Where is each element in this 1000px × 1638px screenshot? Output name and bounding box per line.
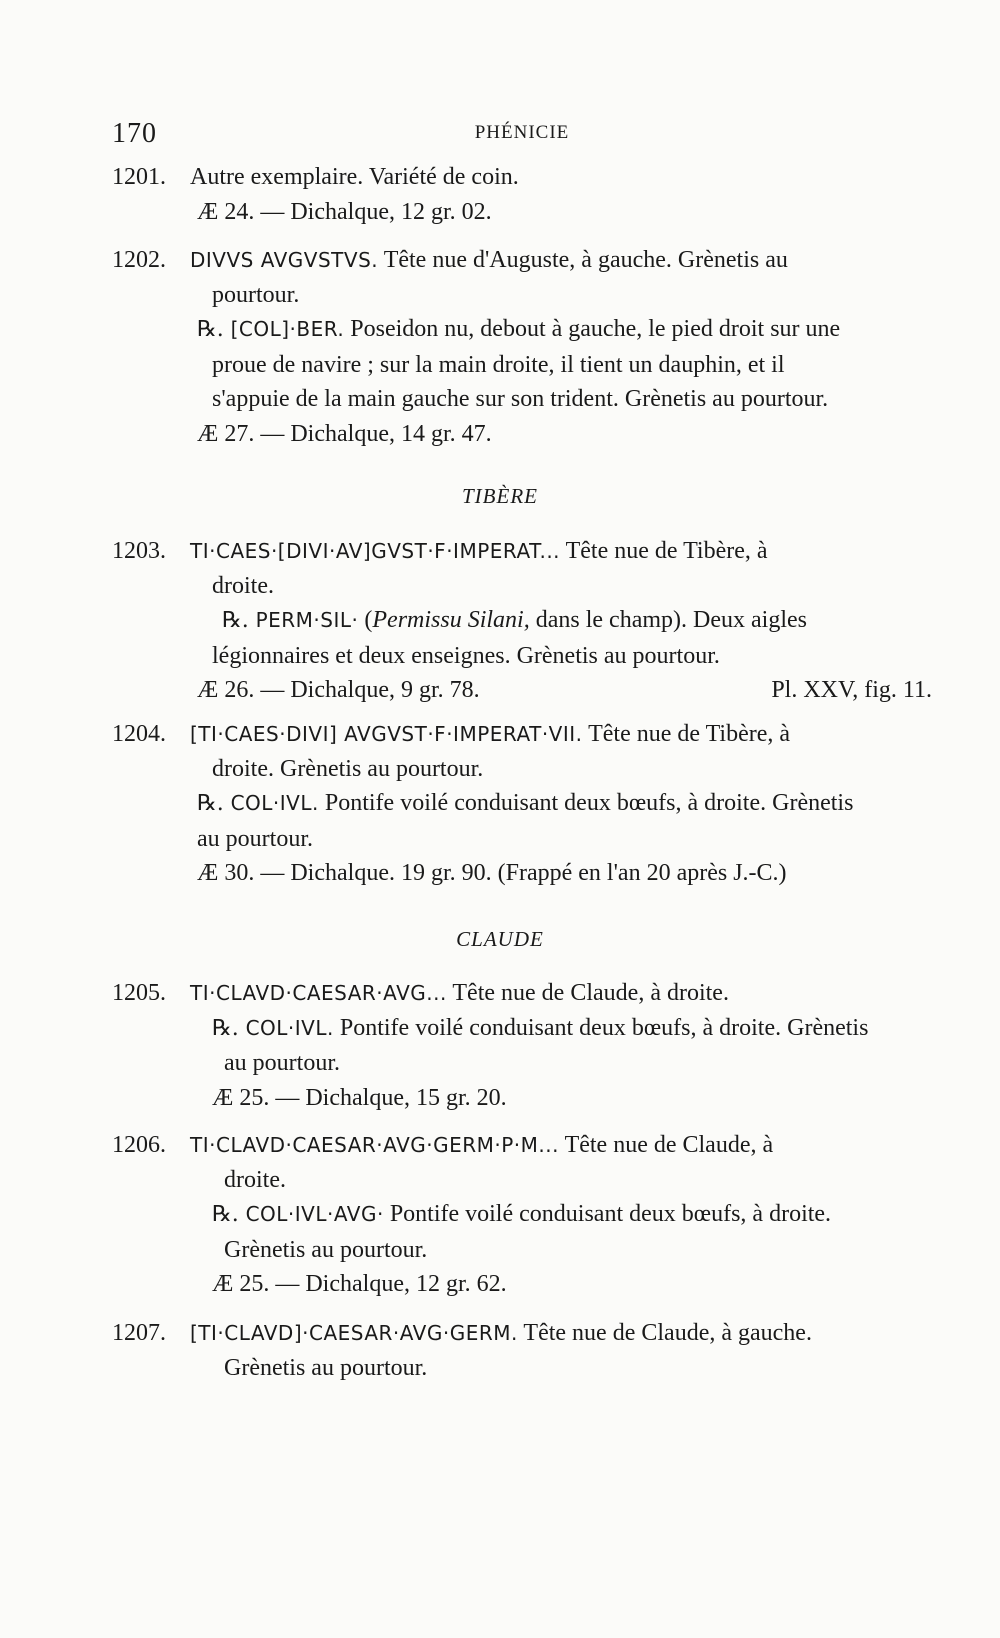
page-number: 170 — [112, 118, 157, 149]
obverse-legend: TI·CLAVD·CAESAR·AVG... — [190, 981, 447, 1005]
obverse-description: Tête nue d'Auguste, à gauche. Grènetis au — [378, 247, 788, 273]
obverse-description: Tête nue de Tibère, à — [560, 538, 768, 564]
entry-text: droite. — [224, 1166, 286, 1193]
running-head: PHÉNICIE — [474, 122, 570, 143]
entry-metrology: Æ 25. — Dichalque, 15 gr. 20. — [212, 1084, 507, 1111]
reverse-legend: COL·IVL. — [223, 791, 319, 815]
entry-text: proue de navire ; sur la main droite, il tient un dauphin, et il — [212, 351, 785, 378]
reverse-description: Pontife voilé conduisant deux bœufs, à droite. — [383, 1201, 832, 1227]
reverse-description: Poseidon nu, debout à gauche, le pied droit sur une — [344, 316, 841, 342]
entry-text: légionnaires et deux enseignes. Grènetis au pourtour. — [212, 642, 720, 669]
entry-text: s'appuie de la main gauche sur son trident. Grènetis au pourtour. — [212, 386, 829, 412]
catalog-entry-1202 — [112, 243, 932, 451]
plate-reference: Pl. XXV, fig. 11. — [771, 677, 932, 703]
entry-number: 1205. — [112, 980, 166, 1006]
reverse-legend: [COL]·BER. — [223, 317, 345, 341]
entry-text: Autre exemplaire. Variété de coin. — [190, 164, 519, 190]
entry-number: 1207. — [112, 1320, 166, 1346]
obverse-legend: [TI·CLAVD]·CAESAR·AVG·GERM. — [190, 1321, 518, 1345]
entry-text: Grènetis au pourtour. — [224, 1354, 428, 1381]
entry-number: 1206. — [112, 1132, 166, 1158]
reverse-legend: PERM·SIL· — [248, 608, 359, 632]
reverse-description: Pontife voilé conduisant deux bœufs, à droite. Grènetis — [318, 790, 854, 816]
reverse-symbol: ℞. — [197, 317, 224, 342]
entry-text: dans le champ). Deux aigles — [529, 607, 807, 633]
entry-text: au pourtour. — [224, 1050, 340, 1076]
entry-text: droite. — [212, 572, 274, 599]
entry-number: 1201. — [112, 164, 166, 190]
obverse-legend: [TI·CAES·DIVI] AVGVST·F·IMPERAT·VII. — [190, 722, 583, 746]
obverse-legend: DIVVS AVGVSTVS. — [190, 248, 379, 272]
catalog-entry-1201 — [112, 160, 932, 229]
entry-text: pourtour. — [212, 281, 300, 308]
italic-text: Permissu Silani, — [372, 607, 530, 633]
obverse-description: Tête nue de Tibère, à — [582, 721, 791, 747]
obverse-legend: TI·CLAVD·CAESAR·AVG·GERM·P·M... — [190, 1133, 559, 1157]
reverse-legend: COL·IVL·AVG· — [238, 1202, 384, 1226]
section-heading-claude: CLAUDE — [456, 927, 544, 951]
entry-text: Grènetis au pourtour. — [224, 1236, 428, 1263]
reverse-description: Pontife voilé conduisant deux bœufs, à droite. Grènetis — [333, 1014, 869, 1041]
entry-metrology: Æ 24. — Dichalque, 12 gr. 02. — [197, 198, 492, 225]
entry-text: au pourtour. — [197, 825, 313, 852]
entry-number: 1202. — [112, 247, 166, 273]
catalog-entry-1207 — [112, 1316, 932, 1385]
catalog-entry-1203 — [112, 534, 932, 708]
entry-metrology: Æ 27. — Dichalque, 14 gr. 47. — [197, 420, 492, 447]
section-heading-tibere: TIBÈRE — [462, 484, 538, 508]
obverse-legend: TI·CAES·[DIVI·AV]GVST·F·IMPERAT... — [190, 539, 561, 563]
entry-metrology: Æ 30. — Dichalque. 19 gr. 90. (Frappé en l'an 20 après J.-C.) — [197, 860, 787, 886]
catalog-entry-1204 — [112, 717, 932, 891]
reverse-symbol: ℞. — [197, 791, 224, 816]
reverse-symbol: ℞. — [222, 608, 249, 633]
entry-number: 1204. — [112, 721, 166, 747]
reverse-symbol: ℞. — [212, 1015, 239, 1041]
entry-text: droite. Grènetis au pourtour. — [212, 755, 484, 782]
entry-metrology: Æ 25. — Dichalque, 12 gr. 62. — [212, 1271, 507, 1297]
page-header — [112, 118, 932, 158]
entry-metrology: Æ 26. — Dichalque, 9 gr. 78. — [197, 677, 480, 703]
obverse-description: Tête nue de Claude, à droite. — [446, 980, 729, 1006]
catalog-entry-1205 — [112, 976, 932, 1115]
obverse-description: Tête nue de Claude, à gauche. — [517, 1320, 812, 1346]
entry-text: ( — [358, 607, 373, 633]
catalog-entry-1206 — [112, 1128, 932, 1302]
reverse-legend: COL·IVL. — [238, 1015, 334, 1040]
entry-number: 1203. — [112, 538, 166, 564]
reverse-symbol: ℞. — [212, 1202, 239, 1227]
obverse-description: Tête nue de Claude, à — [559, 1132, 774, 1158]
